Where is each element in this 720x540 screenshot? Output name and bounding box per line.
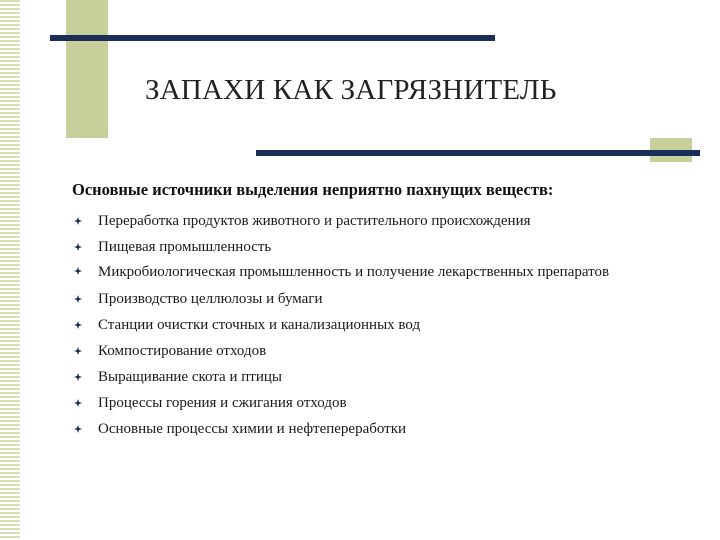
list-item	[72, 416, 672, 442]
list-item-label: Компостирование отходов	[98, 343, 267, 359]
list-item-label: Станции очистки сточных и канализационных вод	[98, 317, 421, 333]
diamond-bullet-icon	[74, 243, 82, 251]
diamond-bullet-icon	[74, 425, 82, 433]
list-item	[72, 312, 672, 338]
diamond-bullet-icon	[74, 295, 82, 303]
list-item-label: Основные процессы химии и нефтепереработки	[98, 421, 407, 437]
sources-list	[72, 208, 672, 442]
list-item	[72, 208, 672, 234]
diamond-bullet-icon	[74, 373, 82, 381]
list-item	[72, 364, 672, 390]
diamond-bullet-icon	[74, 399, 82, 407]
list-item	[72, 286, 672, 312]
slide-title: ЗАПАХИ КАК ЗАГРЯЗНИТЕЛЬ	[145, 74, 557, 106]
list-item-label: Производство целлюлозы и бумаги	[98, 291, 323, 307]
top-accent-line	[50, 35, 495, 41]
list-item-label: Переработка продуктов животного и растительного происхождения	[98, 213, 531, 229]
list-item	[72, 390, 672, 416]
diamond-bullet-icon	[74, 217, 82, 225]
top-accent-block	[66, 0, 108, 138]
list-heading: Основные источники выделения неприятно пахнущих веществ:	[72, 180, 554, 199]
list-item	[72, 234, 672, 260]
right-accent-line	[256, 150, 700, 156]
list-item	[72, 260, 672, 286]
diamond-bullet-icon	[74, 321, 82, 329]
list-item-label: Процессы горения и сжигания отходов	[98, 395, 347, 411]
diamond-bullet-icon	[74, 267, 82, 275]
list-item-label: Микробиологическая промышленность и получение лекарственных препаратов	[98, 264, 610, 280]
list-item	[72, 338, 672, 364]
list-item-label: Выращивание скота и птицы	[98, 369, 282, 385]
diamond-bullet-icon	[74, 347, 82, 355]
list-item-label: Пищевая промышленность	[98, 239, 272, 255]
left-stripe-decoration	[0, 0, 20, 540]
